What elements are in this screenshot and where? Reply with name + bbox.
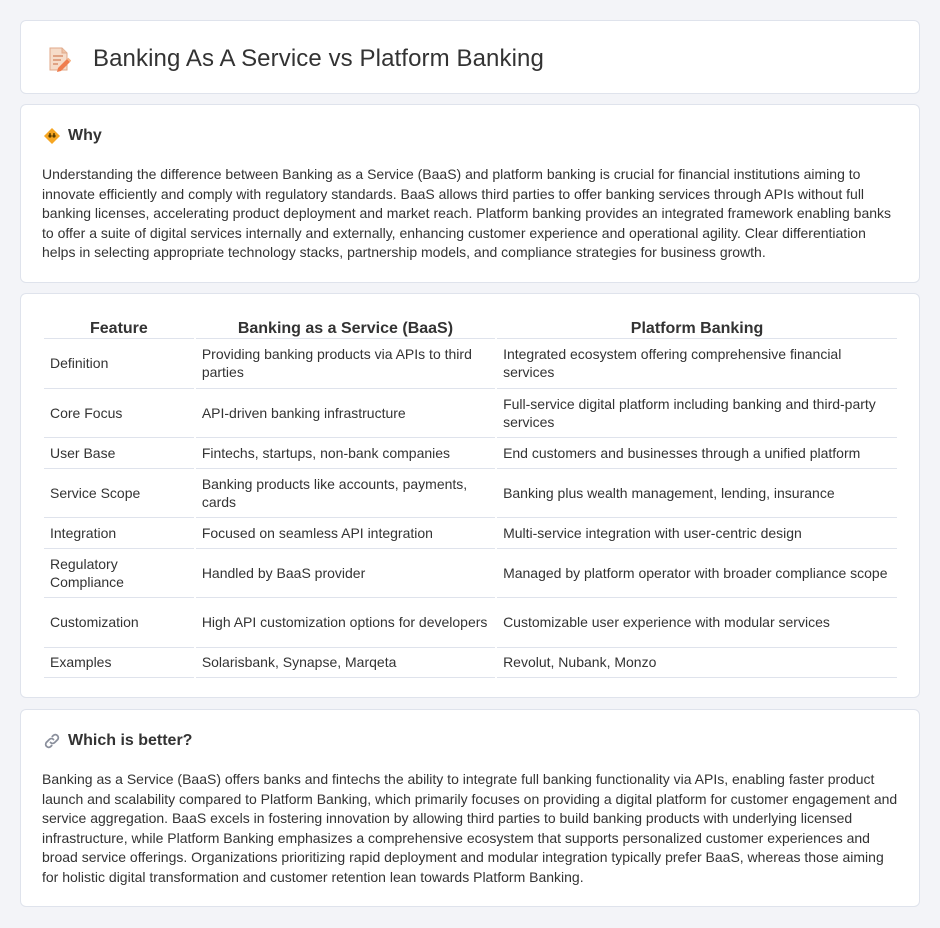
baas-cell: API-driven banking infrastructure [196, 389, 495, 439]
baas-cell: Banking products like accounts, payments, cards [196, 469, 495, 519]
feature-cell: Service Scope [44, 469, 194, 519]
platform-cell: Revolut, Nubank, Monzo [497, 648, 897, 679]
why-text: Understanding the difference between Banking as a Service (BaaS) and platform banking is crucial for financial institutions aiming to innovate efficiently and comply with regulatory standards. BaaS allows third parties to offer banking services through APIs without full banking licenses, accelerating product deployment and market reach. Platform banking provides an integrated framework enabling banks to offer a suite of digital services internally and externally, enhancing customer experience and operational agility. Clear differentiation helps in selecting appropriate technology stacks, partnership models, and compliance strategies for business growth. [42, 166, 892, 260]
platform-cell: Integrated ecosystem offering comprehensive financial services [497, 339, 897, 389]
platform-cell: Customizable user experience with modular services [497, 598, 897, 648]
link-icon [43, 732, 61, 750]
page-title: Banking As A Service vs Platform Banking [93, 45, 544, 72]
comparison-table-card [20, 293, 920, 698]
table-header-row [44, 315, 897, 339]
which-is-better-section [20, 709, 920, 907]
better-title: Which is better? [68, 732, 193, 749]
baas-cell: High API customization options for developers [196, 598, 495, 648]
header-feature: Feature [44, 315, 194, 339]
table-row [44, 438, 897, 469]
header-baas: Banking as a Service (BaaS) [196, 315, 495, 339]
table-row [44, 549, 897, 599]
table-row [44, 469, 897, 519]
baas-cell: Solarisbank, Synapse, Marqeta [196, 648, 495, 679]
why-heading [43, 127, 102, 145]
baas-cell: Fintechs, startups, non-bank companies [196, 438, 495, 469]
feature-cell: Customization [44, 598, 194, 648]
feature-cell: User Base [44, 438, 194, 469]
feature-cell: Core Focus [44, 389, 194, 439]
why-section [20, 104, 920, 283]
table-row [44, 518, 897, 549]
table-row [44, 339, 897, 389]
header-platform-banking: Platform Banking [497, 315, 897, 339]
baas-cell: Focused on seamless API integration [196, 518, 495, 549]
comparison-table [42, 315, 899, 678]
better-text: Banking as a Service (BaaS) offers banks and fintechs the ability to integrate full banking functionality via APIs, enabling faster product launch and scalability compared to Platform Banking, which primarily focuses on providing a digital platform for customer engagement and service aggregation. BaaS excels in fostering innovation by allowing third parties to build banking products with underlying licensed infrastructure, while Platform Banking emphasizes a comprehensive ecosystem that supports personalized customer experiences and broad service offerings. Organizations prioritizing rapid deployment and modular integration typically prefer BaaS, whereas those aiming for holistic digital transformation and customer retention lean towards Platform Banking. [42, 771, 898, 885]
document-edit-icon [47, 46, 71, 72]
platform-cell: Multi-service integration with user-centric design [497, 518, 897, 549]
feature-cell: Examples [44, 648, 194, 679]
header-card [20, 20, 920, 94]
table-row [44, 389, 897, 439]
platform-cell: Banking plus wealth management, lending, insurance [497, 469, 897, 519]
platform-cell: Managed by platform operator with broader compliance scope [497, 549, 897, 599]
feature-cell: Definition [44, 339, 194, 389]
better-heading [43, 732, 192, 750]
feature-cell: Regulatory Compliance [44, 549, 194, 599]
table-row [44, 648, 897, 679]
platform-cell: Full-service digital platform including banking and third-party services [497, 389, 897, 439]
baas-cell: Providing banking products via APIs to third parties [196, 339, 495, 389]
title-row [47, 45, 544, 73]
idea-diamond-icon [43, 127, 61, 145]
table-row [44, 598, 897, 648]
baas-cell: Handled by BaaS provider [196, 549, 495, 599]
why-title: Why [68, 127, 102, 144]
platform-cell: End customers and businesses through a unified platform [497, 438, 897, 469]
feature-cell: Integration [44, 518, 194, 549]
